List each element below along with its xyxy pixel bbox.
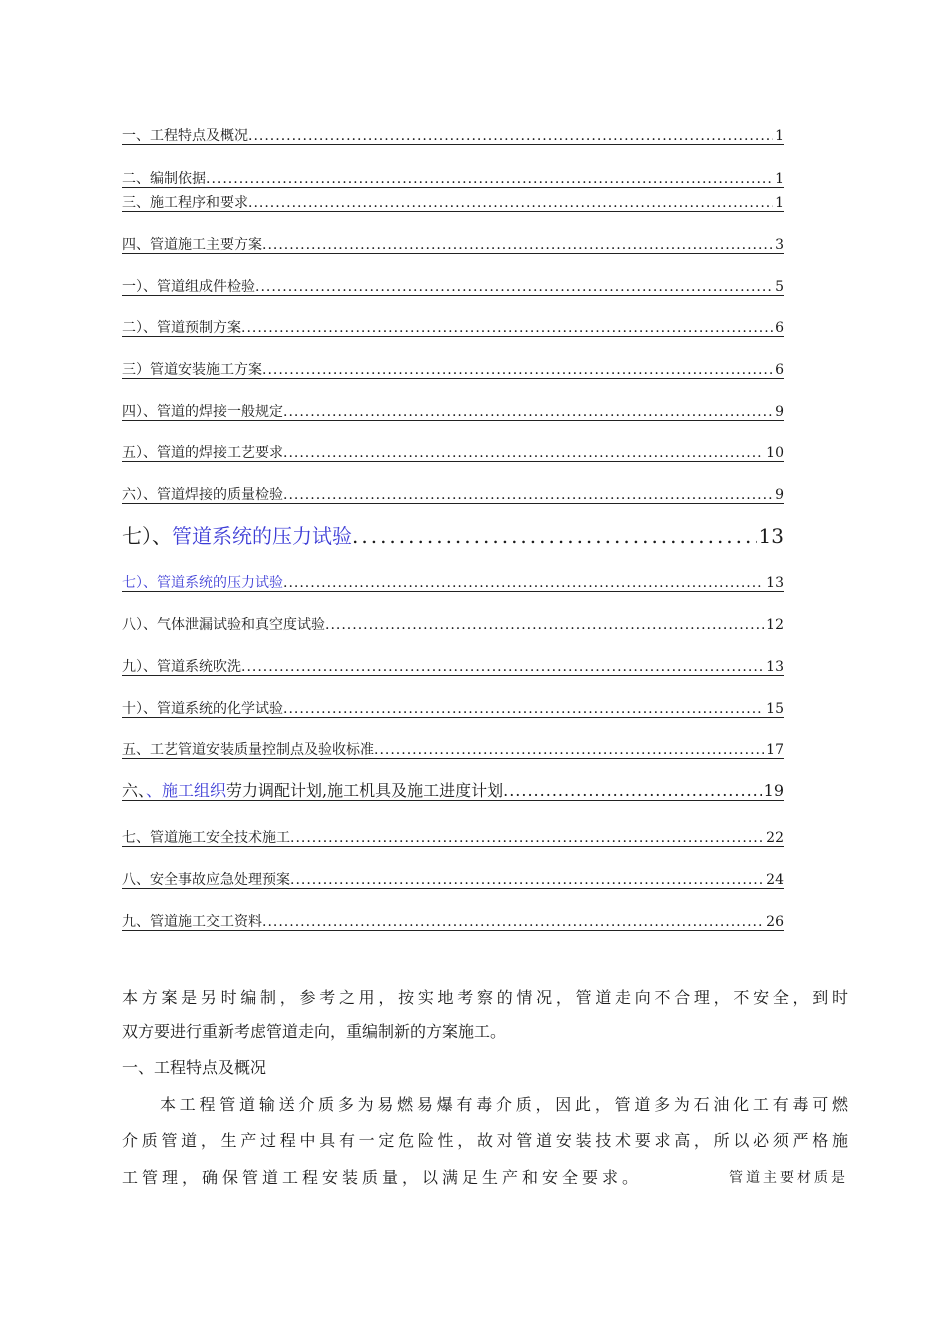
toc-leader-dots [206, 171, 773, 187]
toc-leader-dots [255, 279, 773, 295]
toc-entry-title: 二、编制依据 [122, 171, 206, 187]
toc-entry-large[interactable] [122, 524, 784, 548]
toc-entry-title: 五）、管道的焊接工艺要求 [122, 445, 283, 461]
toc-entry-page: 9 [775, 404, 784, 420]
toc-entry-title: 九）、管道系统吹洗 [122, 659, 241, 675]
toc-leader-dots [352, 524, 757, 548]
toc-entry[interactable] [122, 279, 784, 296]
toc-entry-title: 八）、气体泄漏试验和真空度试验 [122, 617, 325, 633]
note-line-1: 本方案是另时编制，参考之用，按实地考察的情况，管道走向不合理，不安全，到时 [122, 988, 848, 1007]
toc-entry-title: 四）、管道的焊接一般规定 [122, 404, 283, 420]
toc-leader-dots [283, 404, 773, 420]
toc-entry-page: 1 [775, 195, 784, 211]
toc-leader-dots [262, 237, 773, 253]
toc-entry-title: 五、工艺管道安装质量控制点及验收标准 [122, 742, 374, 758]
toc-entry-title: 二）、管道预制方案 [122, 320, 241, 336]
toc-entry-title: 七、管道施工安全技术施工 [122, 830, 290, 846]
toc-entry-link[interactable]: 、施工组织 [146, 781, 227, 800]
toc-entry[interactable] [122, 445, 784, 462]
toc-entry[interactable] [122, 171, 784, 188]
toc-leader-dots [290, 872, 764, 888]
toc-entry[interactable] [122, 872, 784, 889]
toc-leader-dots [241, 320, 773, 336]
toc-entry-title: 四、管道施工主要方案 [122, 237, 262, 253]
toc-entry[interactable] [122, 742, 784, 759]
toc-leader-dots [374, 742, 764, 758]
toc-entry-page: 12 [766, 617, 784, 633]
toc-leader-dots [283, 701, 764, 717]
toc-entry-rest: 劳力调配计划,施工机具及施工进度计划 [226, 781, 504, 800]
note-line-2: 双方要进行重新考虑管道走向，重编制新的方案施工。 [122, 1022, 507, 1041]
toc-leader-dots [283, 487, 773, 503]
toc-leader-dots [290, 830, 764, 846]
toc-entry-page: 1 [775, 171, 784, 187]
toc-entry[interactable] [122, 195, 784, 212]
toc-entry[interactable] [122, 575, 784, 592]
toc-entry-page: 13 [766, 659, 784, 675]
toc-entry-page: 6 [775, 362, 784, 378]
toc-entry-link[interactable]: 管道系统的压力试验 [172, 524, 352, 548]
toc-entry[interactable] [122, 487, 784, 504]
toc-leader-dots [283, 575, 764, 591]
toc-entry-prefix: 六、 [122, 781, 147, 800]
toc-entry-page: 17 [766, 742, 784, 758]
toc-entry[interactable] [122, 701, 784, 718]
toc-entry[interactable] [122, 782, 784, 801]
toc-entry[interactable] [122, 237, 784, 254]
toc-entry-title: 九、管道施工交工资料 [122, 914, 262, 930]
toc-entry-page: 6 [775, 320, 784, 336]
toc-entry-title [122, 524, 352, 548]
paragraph-line-3-tail: 管道主要材质是 [729, 1170, 848, 1186]
toc-entry-title: 十）、管道系统的化学试验 [122, 701, 283, 717]
toc-entry-title: 三、施工程序和要求 [122, 195, 248, 211]
toc-entry[interactable] [122, 914, 784, 931]
toc-entry-page: 19 [763, 781, 784, 800]
toc-entry-page: 13 [758, 524, 784, 548]
toc-entry[interactable] [122, 617, 784, 633]
toc-leader-dots [503, 782, 762, 800]
toc-entry-title: 一、工程特点及概况 [122, 128, 248, 144]
toc-entry-page: 13 [766, 575, 784, 591]
toc-entry[interactable] [122, 362, 784, 379]
toc-entry-page: 26 [766, 914, 784, 930]
toc-entry-title: 八、安全事故应急处理预案 [122, 872, 290, 888]
toc-entry-page: 1 [775, 128, 784, 144]
toc-leader-dots [241, 659, 764, 675]
toc-leader-dots [248, 195, 773, 211]
toc-entry-page: 3 [775, 237, 784, 253]
toc-entry-title: 三）管道安装施工方案 [122, 362, 262, 378]
toc-entry-page: 22 [766, 830, 784, 846]
toc-entry[interactable] [122, 128, 784, 145]
toc-entry-page: 15 [766, 701, 784, 717]
toc-entry-title: 七）、管道系统的压力试验 [122, 575, 283, 591]
toc-entry-prefix: 七）、 [122, 524, 172, 548]
toc-leader-dots [325, 617, 764, 633]
toc-leader-dots [262, 362, 773, 378]
toc-entry-page: 5 [775, 279, 784, 295]
toc-entry-page: 9 [775, 487, 784, 503]
toc-entry[interactable] [122, 830, 784, 847]
paragraph-line-3-main: 工管理，确保管道工程安装质量，以满足生产和安全要求。 [122, 1168, 643, 1187]
toc-entry-page: 10 [766, 445, 784, 461]
toc-entry-title: 六）、管道焊接的质量检验 [122, 487, 283, 503]
toc-entry-page: 24 [766, 872, 784, 888]
toc-entry-title: 一）、管道组成件检验 [122, 279, 255, 295]
toc-leader-dots [248, 128, 773, 144]
toc-entry-title [122, 782, 503, 800]
toc-leader-dots [262, 914, 764, 930]
paragraph-line-2: 介质管道，生产过程中具有一定危险性，故对管道安装技术要求高，所以必须严格施 [122, 1131, 848, 1150]
toc-leader-dots [283, 445, 764, 461]
toc-entry[interactable] [122, 404, 784, 421]
paragraph-line-1: 本工程管道输送介质多为易燃易爆有毒介质，因此，管道多为石油化工有毒可燃 [160, 1095, 848, 1114]
paragraph-line-3 [122, 1168, 848, 1188]
toc-entry[interactable] [122, 659, 784, 676]
section-heading: 一、工程特点及概况 [122, 1058, 267, 1077]
toc-entry[interactable] [122, 320, 784, 337]
